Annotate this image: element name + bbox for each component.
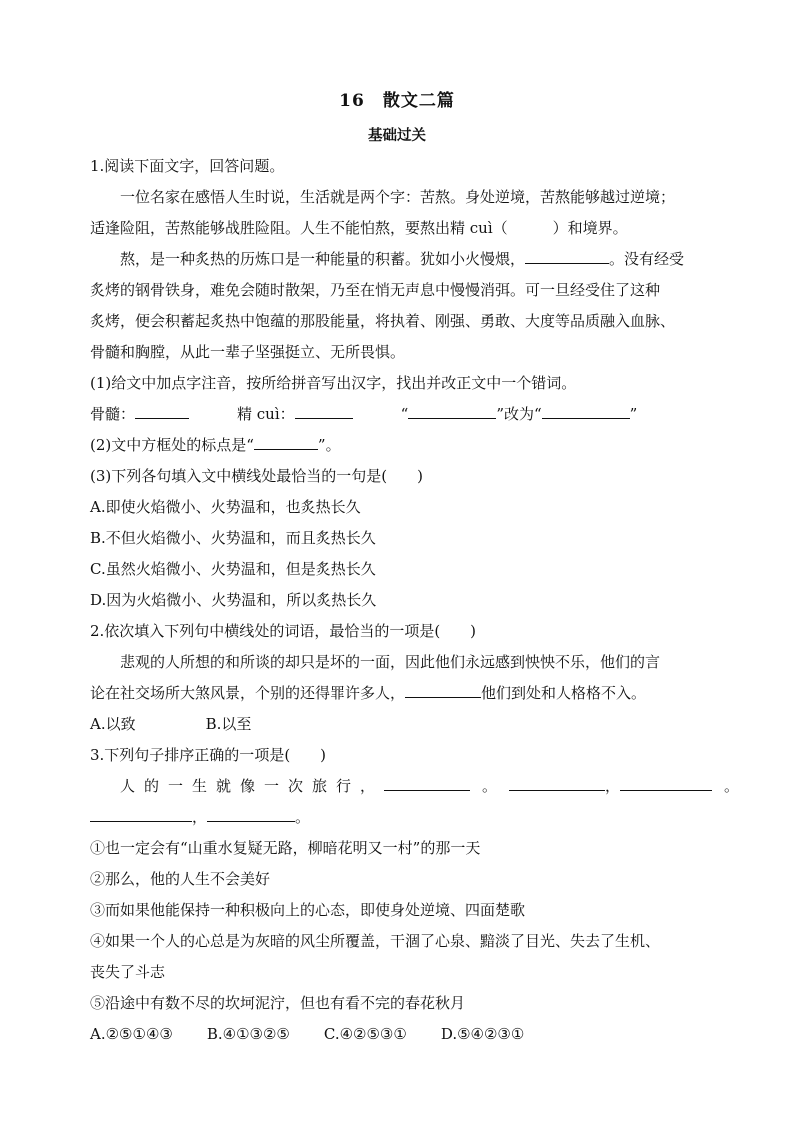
q3-blank-3[interactable]: [620, 774, 712, 791]
q2-passage-text: 论在社交场所大煞风景，个别的还得罪许多人，: [90, 684, 406, 702]
q2-stem: 2.依次填入下列句中横线处的词语，最恰当的一项是( ): [90, 622, 477, 640]
q3-punct: ，: [605, 777, 621, 795]
q1-subquestion-1: (1)给文中加点字注音，按所给拼音写出汉字，找出并改正文中一个错词。: [90, 374, 577, 392]
wrong-word-blank[interactable]: [408, 402, 496, 419]
change-to-label: ”改为“: [496, 405, 542, 423]
q3-item: ④如果一个人的心总是为灰暗的风尘所覆盖，干涸了心泉、黯淡了目光、失去了生机、: [90, 932, 661, 950]
section-subtitle: 基础过关: [368, 127, 426, 144]
q1-passage-text: 熬，是一种炙热的历炼口是一种能量的积蓄。犹如小火慢煨，: [120, 250, 526, 268]
q2-options: [90, 709, 710, 740]
q3-punct: 。: [724, 777, 740, 795]
correct-word-blank[interactable]: [542, 402, 630, 419]
q2-option-b[interactable]: B.以至: [205, 715, 252, 733]
q3-item: ②那么，他的人生不会美好: [90, 870, 271, 888]
q3-item: ③而如果他能保持一种积极向上的心态，即使身处逆境、四面楚歌: [90, 901, 526, 919]
q1-passage-line: 一位名家在感悟人生时说，生活就是两个字：苦熬。身处逆境，苦熬能够越过逆境；: [120, 188, 676, 206]
sub2-text: (2)文中方框处的标点是“: [90, 436, 254, 454]
page-title: 16 散文二篇: [339, 91, 455, 111]
q1-option-b[interactable]: B.不但火焰微小、火势温和，而且炙热长久: [90, 529, 376, 547]
q1-option-c[interactable]: C.虽然火焰微小、火势温和，但是炙热长久: [90, 560, 376, 578]
q3-blank-1[interactable]: [384, 774, 470, 791]
quote-open: “: [400, 405, 409, 423]
q1-passage-line: 炙烤的钢骨铁身，难免会随时散架，乃至在悄无声息中慢慢消弭。可一旦经受住了这种: [90, 281, 661, 299]
q1-subquestion-3: (3)下列各句填入文中横线处最恰当的一句是( ): [90, 467, 423, 485]
q3-blank-line: [90, 802, 710, 833]
q3-stem: 3.下列句子排序正确的一项是( ): [90, 746, 327, 764]
q3-option-a[interactable]: A.②⑤①④③: [90, 1025, 173, 1043]
q3-options: [90, 1019, 710, 1050]
sub2-text-end: ”。: [317, 436, 341, 454]
q3-item: 丧失了斗志: [90, 963, 166, 981]
q1-option-d[interactable]: D.因为火焰微小、火势温和，所以炙热长久: [90, 591, 377, 609]
q3-blank-2[interactable]: [509, 774, 605, 791]
q3-option-b[interactable]: B.④①③②⑤: [206, 1025, 290, 1043]
label-jingcui: 精 cuì：: [237, 405, 295, 423]
q3-punct: 。: [482, 777, 498, 795]
label-gusui: 骨髓：: [90, 405, 136, 423]
q2-passage-line: 悲观的人所想的和所谈的却只是坏的一面，因此他们永远感到怏怏不乐，他们的言: [120, 653, 661, 671]
q3-option-c[interactable]: C.④②⑤③①: [323, 1025, 407, 1043]
q1-answer-row: [90, 399, 710, 430]
worksheet-content: [90, 151, 740, 1050]
q3-lead-line: [90, 771, 740, 802]
q1-passage-line: 炙烤，便会积蓄起炙热中饱蕴的那股能量，将执着、刚强、勇敢、大度等品质融入血脉、: [90, 312, 676, 330]
q3-punct: ，: [192, 808, 208, 826]
q1-passage-line: [90, 244, 710, 275]
q3-item: ①也一定会有“山重水复疑无路，柳暗花明又一村”的那一天: [90, 839, 481, 857]
q2-option-a[interactable]: A.以致: [90, 715, 136, 733]
q3-option-d[interactable]: D.⑤④②③①: [440, 1025, 525, 1043]
q2-passage-text: 他们到处和人格格不入。: [481, 684, 647, 702]
jingcui-blank[interactable]: [295, 402, 353, 419]
q3-blank-5[interactable]: [207, 805, 295, 822]
q3-item: ⑤沿途中有数不尽的坎坷泥泞，但也有看不完的春花秋月: [90, 994, 466, 1012]
q1-passage-line: 适逢险阻，苦熬能够战胜险阻。人生不能怕熬，要熬出精 cuì（ ）和境界。: [90, 219, 628, 237]
q1-subquestion-2: [90, 430, 710, 461]
q2-fill-blank[interactable]: [405, 681, 481, 698]
q3-lead: 人的一生就像一次旅行，: [120, 777, 385, 795]
q3-punct: 。: [295, 808, 311, 826]
gusui-blank[interactable]: [135, 402, 189, 419]
q1-stem: 1.阅读下面文字，回答问题。: [90, 157, 285, 175]
q2-passage-line: [90, 678, 710, 709]
q1-passage-line: 骨髓和胸膛，从此一辈子坚强挺立、无所畏惧。: [90, 343, 406, 361]
q1-option-a[interactable]: A.即使火焰微小、火势温和，也炙热长久: [90, 498, 361, 516]
q1-passage-text: 。没有经受: [609, 250, 685, 268]
q1-fill-blank[interactable]: [525, 247, 609, 264]
quote-close: ”: [629, 405, 638, 423]
punctuation-blank[interactable]: [254, 433, 318, 450]
q3-blank-4[interactable]: [90, 805, 192, 822]
